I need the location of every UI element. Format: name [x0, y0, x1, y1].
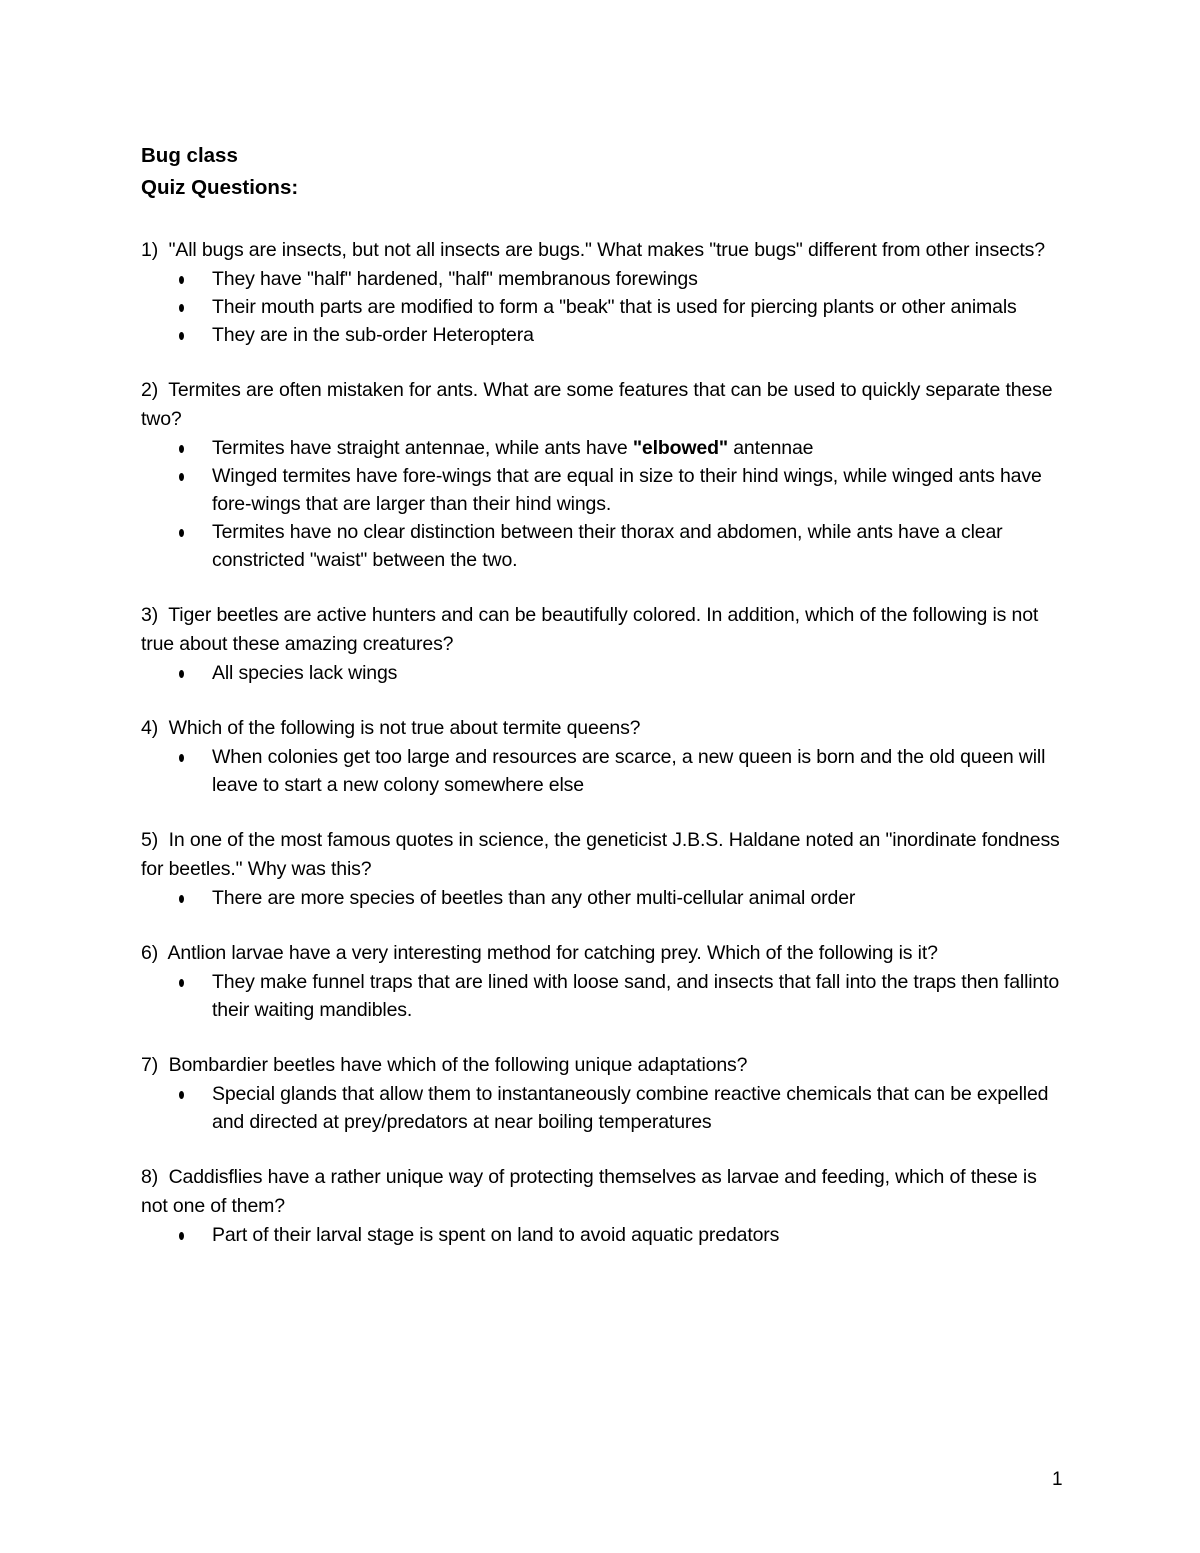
answer-list — [141, 659, 1061, 687]
answer-item — [141, 1221, 1061, 1249]
bullet-icon — [176, 518, 190, 546]
question-item — [141, 826, 1061, 912]
bullet-icon — [176, 1080, 190, 1108]
answer-list — [141, 1221, 1061, 1249]
question-prompt: Termites are often mistaken for ants. What are some features that can be used to quickly separate these two? — [141, 379, 1053, 430]
answer-emphasis: "elbowed" — [632, 437, 728, 459]
answer-text: Termites have no clear distinction between their thorax and abdomen, while ants have a clear constricted "waist" between the two. — [212, 521, 1003, 571]
question-text — [141, 714, 1061, 743]
answer-item — [141, 1080, 1061, 1136]
document-subtitle: Quiz Questions: — [141, 176, 299, 199]
bullet-icon — [176, 265, 190, 293]
question-prompt: Caddisflies have a rather unique way of protecting themselves as larvae and feeding, which of these is not one of them? — [141, 1166, 1037, 1217]
answer-item — [141, 321, 1061, 349]
question-prompt: Bombardier beetles have which of the following unique adaptations? — [168, 1054, 748, 1076]
answer-text: All species lack wings — [212, 662, 398, 684]
bullet-icon — [176, 1221, 190, 1249]
answer-text: When colonies get too large and resources are scarce, a new queen is born and the old queen will leave to start a new colony somewhere else — [212, 746, 1046, 796]
question-number: 1) — [141, 239, 159, 261]
question-item — [141, 236, 1061, 349]
question-number: 8) — [141, 1166, 159, 1188]
question-text — [141, 236, 1061, 265]
answer-item — [141, 265, 1061, 293]
question-text — [141, 601, 1061, 659]
answer-item — [141, 659, 1061, 687]
answer-item — [141, 434, 1061, 462]
bullet-icon — [176, 884, 190, 912]
answer-list — [141, 1080, 1061, 1136]
question-prompt: Which of the following is not true about termite queens? — [168, 717, 641, 739]
question-number: 6) — [141, 942, 159, 964]
answer-text: antennae — [727, 437, 814, 459]
question-text — [141, 939, 1061, 968]
question-number: 7) — [141, 1054, 159, 1076]
document-content — [141, 140, 1061, 1249]
answer-item — [141, 743, 1061, 799]
answer-list — [141, 434, 1061, 574]
question-prompt: In one of the most famous quotes in science, the geneticist J.B.S. Haldane noted an "inordinate fondness for beetles." Why was this? — [141, 829, 1060, 880]
question-number: 2) — [141, 379, 159, 401]
question-item — [141, 939, 1061, 1024]
page-number: 1 — [1052, 1469, 1063, 1490]
answer-text: They have "half" hardened, "half" membranous forewings — [212, 268, 698, 290]
answer-item — [141, 518, 1061, 574]
bullet-icon — [176, 659, 190, 687]
answer-item — [141, 462, 1061, 518]
answer-text: They are in the sub-order Heteroptera — [212, 324, 534, 346]
answer-item — [141, 968, 1061, 1024]
bullet-icon — [176, 293, 190, 321]
answer-item — [141, 293, 1061, 321]
answer-text: Their mouth parts are modified to form a "beak" that is used for piercing plants or other animals — [212, 296, 1017, 318]
question-number: 4) — [141, 717, 159, 739]
answer-list — [141, 884, 1061, 912]
question-number: 5) — [141, 829, 159, 851]
question-text — [141, 826, 1061, 884]
question-item — [141, 1163, 1061, 1249]
answer-text: Termites have straight antennae, while ants have — [212, 437, 633, 459]
document-title: Bug class — [141, 144, 238, 167]
question-list — [141, 236, 1061, 1249]
question-text — [141, 1163, 1061, 1221]
answer-text: Part of their larval stage is spent on land to avoid aquatic predators — [212, 1224, 780, 1246]
question-text — [141, 376, 1061, 434]
answer-text: Special glands that allow them to instantaneously combine reactive chemicals that can be expelled and directed at prey/predators at near boiling temperatures — [212, 1083, 1049, 1133]
answer-list — [141, 968, 1061, 1024]
question-prompt: Tiger beetles are active hunters and can be beautifully colored. In addition, which of the following is not true about these amazing creatures? — [141, 604, 1039, 655]
question-item — [141, 376, 1061, 574]
bullet-icon — [176, 462, 190, 490]
bullet-icon — [176, 968, 190, 996]
answer-text: Winged termites have fore-wings that are equal in size to their hind wings, while winged ants have fore-wings that are larger than their hind wings. — [212, 465, 1042, 515]
answer-list — [141, 743, 1061, 799]
answer-list — [141, 265, 1061, 349]
answer-text: They make funnel traps that are lined with loose sand, and insects that fall into the traps then fallinto their waiting mandibles. — [212, 971, 1060, 1021]
bullet-icon — [176, 434, 190, 462]
bullet-icon — [176, 743, 190, 771]
question-item — [141, 601, 1061, 687]
question-text — [141, 1051, 1061, 1080]
question-item — [141, 1051, 1061, 1136]
bullet-icon — [176, 321, 190, 349]
question-item — [141, 714, 1061, 799]
answer-item — [141, 884, 1061, 912]
question-prompt: "All bugs are insects, but not all insects are bugs." What makes "true bugs" different from other insects? — [168, 239, 1045, 261]
question-prompt: Antlion larvae have a very interesting method for catching prey. Which of the following is it? — [167, 942, 938, 964]
answer-text: There are more species of beetles than any other multi-cellular animal order — [212, 887, 856, 909]
question-number: 3) — [141, 604, 159, 626]
